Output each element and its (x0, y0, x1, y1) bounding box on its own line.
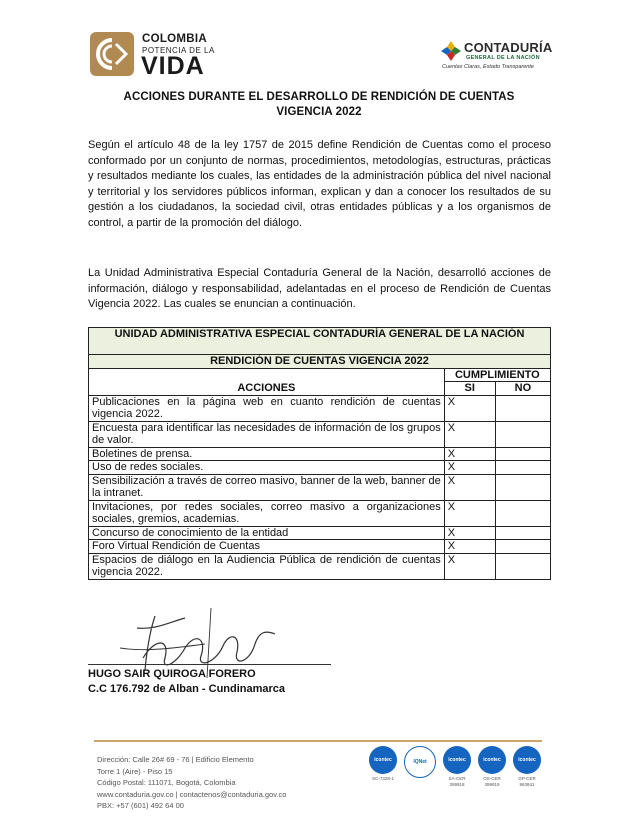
yes-cell: X (444, 421, 495, 447)
contaduria-logo (440, 40, 560, 74)
action-cell: Concurso de conocimiento de la entidad (89, 526, 445, 540)
colombia-logo (90, 32, 220, 80)
table-row (89, 526, 551, 540)
certification-badge (442, 746, 472, 787)
action-cell: Sensibilización a través de correo masivo, banner de la web, banner de la intranet. (89, 474, 445, 500)
certification-badge (404, 746, 434, 780)
table-header-compliance-row (89, 368, 551, 382)
actions-table (88, 327, 551, 580)
certification-code: GP-CER 963842 (518, 776, 536, 787)
footer-contact (97, 754, 286, 812)
logo-text-contaduria: CONTADURÍA (464, 40, 553, 55)
colombia-logo-icon (90, 32, 134, 76)
table-header-no: NO (495, 382, 550, 396)
table-header-period: RENDICIÓN DE CUENTAS VIGENCIA 2022 (89, 355, 551, 369)
table-row (89, 395, 551, 421)
no-cell (495, 500, 550, 526)
certification-icon: icontec (369, 746, 397, 774)
table-row (89, 474, 551, 500)
certification-icon: icontec (513, 746, 541, 774)
logo-text-colombia: COLOMBIA (142, 33, 208, 45)
action-cell: Uso de redes sociales. (89, 461, 445, 475)
footer-address: Dirección: Calle 26# 69 - 76 | Edificio Elemento (97, 755, 254, 764)
yes-cell: X (444, 500, 495, 526)
title-line-2: VIGENCIA 2022 (276, 106, 362, 118)
certification-code: OS-CER 399919 (483, 776, 501, 787)
no-cell (495, 395, 550, 421)
title-line-1: ACCIONES DURANTE EL DESARROLLO DE RENDICIÓN DE CUENTAS (123, 91, 515, 103)
signer-name: HUGO SAIR QUIROGA FORERO (88, 668, 256, 680)
certification-badge (512, 746, 542, 787)
logo-text-potencia: POTENCIA DE LA (142, 46, 215, 55)
table-row (89, 461, 551, 475)
yes-cell: X (444, 395, 495, 421)
table-header-compliance: CUMPLIMIENTO (444, 368, 550, 382)
certification-icon: icontec (478, 746, 506, 774)
yes-cell: X (444, 553, 495, 579)
action-cell: Espacios de diálogo en la Audiencia Pública de rendición de cuentas vigencia 2022. (89, 553, 445, 579)
no-cell (495, 526, 550, 540)
table-header-yes: SI (444, 382, 495, 396)
footer-postal: Código Postal: 111071, Bogotá, Colombia (97, 778, 236, 787)
table-row (89, 447, 551, 461)
signature-line (88, 664, 331, 665)
no-cell (495, 540, 550, 554)
action-cell: Publicaciones en la página web en cuanto rendición de cuentas vigencia 2022. (89, 395, 445, 421)
document-title (88, 90, 550, 120)
no-cell (495, 421, 550, 447)
action-cell: Foro Virtual Rendición de Cuentas (89, 540, 445, 554)
action-cell: Encuesta para identificar las necesidades de información de los grupos de valor. (89, 421, 445, 447)
logo-tagline: Cuentas Claras, Estado Transparente (442, 64, 534, 70)
footer-tower: Torre 1 (Aire) - Piso 15 (97, 766, 173, 776)
contaduria-logo-icon (440, 40, 462, 62)
yes-cell: X (444, 474, 495, 500)
table-header-entity: UNIDAD ADMINISTRATIVA ESPECIAL CONTADURÍA GENERAL DE LA NACIÓN (89, 328, 551, 355)
table-header-actions: ACCIONES (89, 382, 445, 396)
certification-code: SA-CER 399918 (448, 776, 466, 787)
iqnet-icon: IQNet (404, 746, 436, 778)
table-row (89, 540, 551, 554)
footer-web-email: www.contaduria.gov.co | contactenos@contaduria.gov.co (97, 789, 287, 799)
logo-text-general: GENERAL DE LA NACIÓN (466, 55, 540, 61)
certification-icon: icontec (443, 746, 471, 774)
signer-id: C.C 176.792 de Alban - Cundinamarca (88, 683, 286, 695)
no-cell (495, 447, 550, 461)
table-header-period-row (89, 355, 551, 369)
table-row (89, 421, 551, 447)
table-header-columns-row (89, 382, 551, 396)
certification-code: SC-7328-1 (372, 776, 394, 781)
no-cell (495, 474, 550, 500)
table-row (89, 500, 551, 526)
action-cell: Boletines de prensa. (89, 447, 445, 461)
yes-cell: X (444, 461, 495, 475)
yes-cell: X (444, 447, 495, 461)
no-cell (495, 553, 550, 579)
table-header-entity-row (89, 328, 551, 355)
footer-divider (94, 740, 542, 742)
certification-badge (368, 746, 398, 782)
yes-cell: X (444, 526, 495, 540)
certification-badge (477, 746, 507, 787)
actions-paragraph: La Unidad Administrativa Especial Contaduría General de la Nación, desarrolló acciones de información, diálogo y responsabilidad, adelantadas en el proceso de Rendición de Cuentas Vigencia 2022. Las cuales se enuncian a continuación. (88, 267, 551, 310)
intro-paragraph: Según el artículo 48 de la ley 1757 de 2015 define Rendición de Cuentas como el proceso conformado por un conjunto de normas, procedimientos, metodologías, estructuras, prácticas y resultados mediante los cuales, las entidades de la administración pública del nivel nacional y territorial y los servidores públicos informan, explican y dan a conocer los resultados de su gestión a los ciudadanos, la sociedad civil, otras entidades públicas y a los organismos de control, a partir de la promoción del diálogo. (88, 139, 551, 229)
table-row (89, 553, 551, 579)
no-cell (495, 461, 550, 475)
footer-phone: PBX: +57 (601) 492 64 00 (97, 801, 184, 810)
logo-text-vida: VIDA (141, 52, 205, 80)
action-cell: Invitaciones, por redes sociales, correo masivo a organizaciones sociales, gremios, academias. (89, 500, 445, 526)
yes-cell: X (444, 540, 495, 554)
